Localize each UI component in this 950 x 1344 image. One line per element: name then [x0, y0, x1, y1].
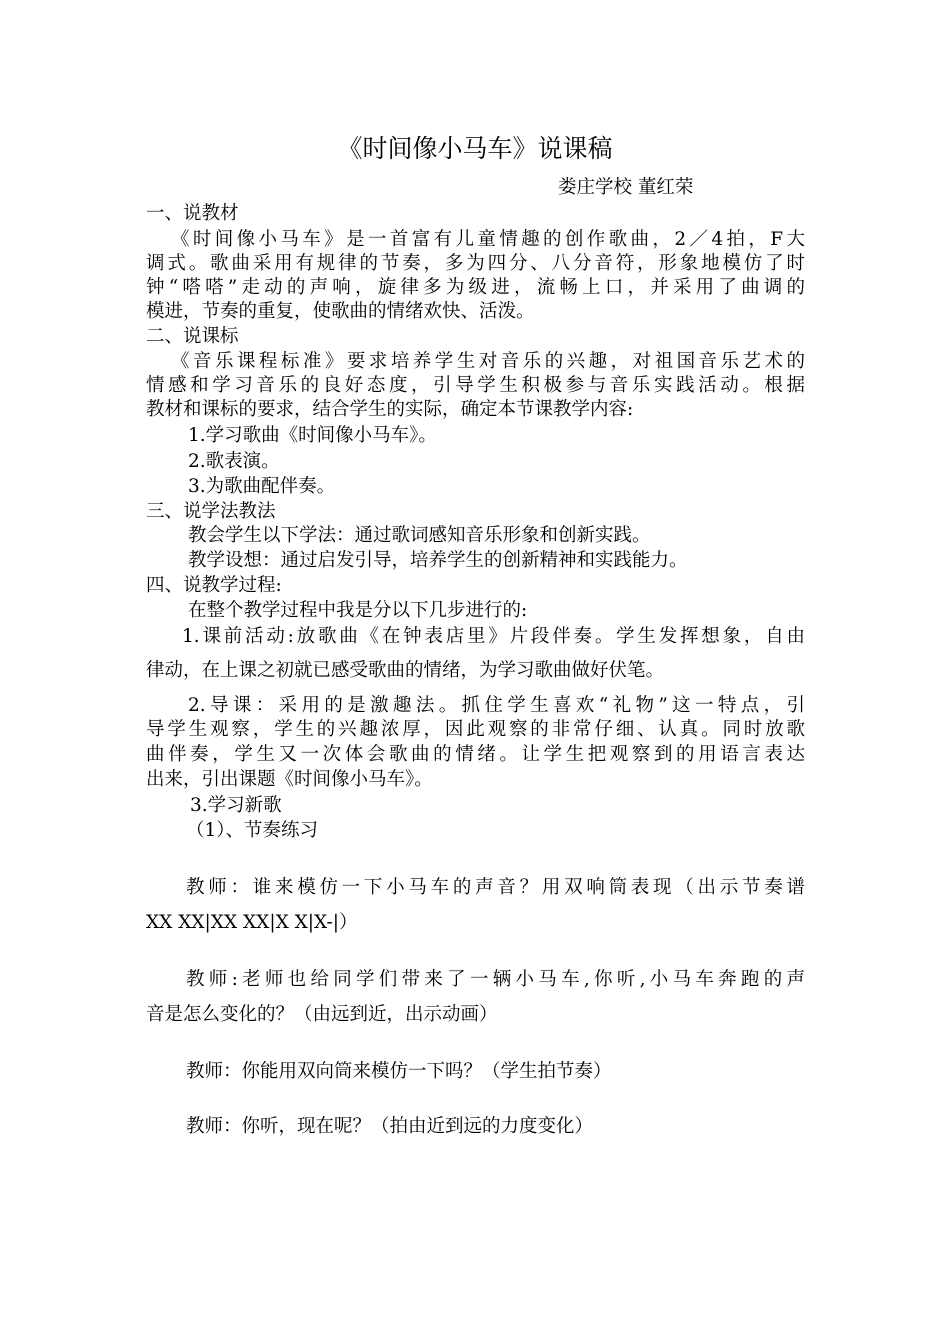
paragraph-line: 教会学生以下学法：通过歌词感知音乐形象和创新实践。 — [188, 525, 651, 546]
dialog-line: XX XX|XX XX|X X|X-|） — [146, 912, 358, 933]
subsection-heading: （1）、节奏练习 — [186, 820, 319, 841]
step3-heading: 3.学习新歌 — [190, 795, 282, 816]
paragraph-line: 在整个教学过程中我是分以下几步进行的: — [188, 600, 528, 621]
page-title: 《时间像小马车》说课稿 — [337, 134, 613, 163]
section-heading-3: 三、说学法教法 — [146, 501, 276, 522]
step2-line: 导学生观察，学生的兴趣浓厚，因此观察的非常仔细、认真。同时放歌 — [146, 719, 805, 740]
list-item: 1.学习歌曲《时间像小马车》。 — [188, 425, 437, 446]
dialog-line: 音是怎么变化的？（由远到近，出示动画） — [146, 1004, 498, 1025]
dialog-line: 教师:老师也给同学们带来了一辆小马车,你听,小马车奔跑的声 — [186, 969, 805, 990]
step2-line: 出来，引出课题《时间像小马车》。 — [146, 769, 433, 790]
paragraph-line: 调式。歌曲采用有规律的节奏，多为四分、八分音符，形象地模仿了时 — [146, 253, 805, 274]
step1-line: 律动，在上课之初就已感受歌曲的情绪，为学习歌曲做好伏笔。 — [146, 660, 665, 681]
list-item: 2.歌表演。 — [188, 451, 280, 472]
paragraph-line: 教学设想：通过启发引导，培养学生的创新精神和实践能力。 — [188, 550, 688, 571]
step2-line: 曲伴奏，学生又一次体会歌曲的情绪。让学生把观察到的用语言表达 — [146, 744, 805, 765]
step2-line: 2.导课：采用的是激趣法。抓住学生喜欢“礼物”这一特点，引 — [188, 695, 805, 716]
list-item: 3.为歌曲配伴奏。 — [188, 476, 336, 497]
paragraph-line: 钟“嗒嗒”走动的声响，旋律多为级进，流畅上口，并采用了曲调的 — [146, 277, 805, 298]
section-heading-2: 二、说课标 — [146, 326, 239, 347]
paragraph-line: 《音乐课程标准》要求培养学生对音乐的兴趣，对祖国音乐艺术的 — [171, 351, 805, 372]
paragraph-line: 教材和课标的要求，结合学生的实际，确定本节课教学内容: — [146, 399, 634, 420]
author-line: 娄庄学校 董红荣 — [558, 177, 694, 198]
dialog-line: 教师：你听，现在呢？（拍由近到远的力度变化） — [186, 1116, 594, 1137]
dialog-line: 教师：谁来模仿一下小马车的声音？用双响筒表现（出示节奏谱 — [186, 877, 805, 898]
dialog-line: 教师：你能用双向筒来模仿一下吗？（学生拍节奏） — [186, 1061, 612, 1082]
step1-line: 1.课前活动:放歌曲《在钟表店里》片段伴奏。学生发挥想象，自由 — [182, 626, 805, 647]
paragraph-line: 模进，节奏的重复，使歌曲的情绪欢快、活泼。 — [146, 301, 535, 322]
section-heading-4: 四、说教学过程: — [146, 575, 282, 596]
paragraph-line: 情感和学习音乐的良好态度，引导学生积极参与音乐实践活动。根据 — [146, 375, 805, 396]
paragraph-line: 《时间像小马车》是一首富有儿童情趣的创作歌曲，2／4拍，F大 — [171, 229, 805, 250]
section-heading-1: 一、说教材 — [146, 203, 239, 224]
